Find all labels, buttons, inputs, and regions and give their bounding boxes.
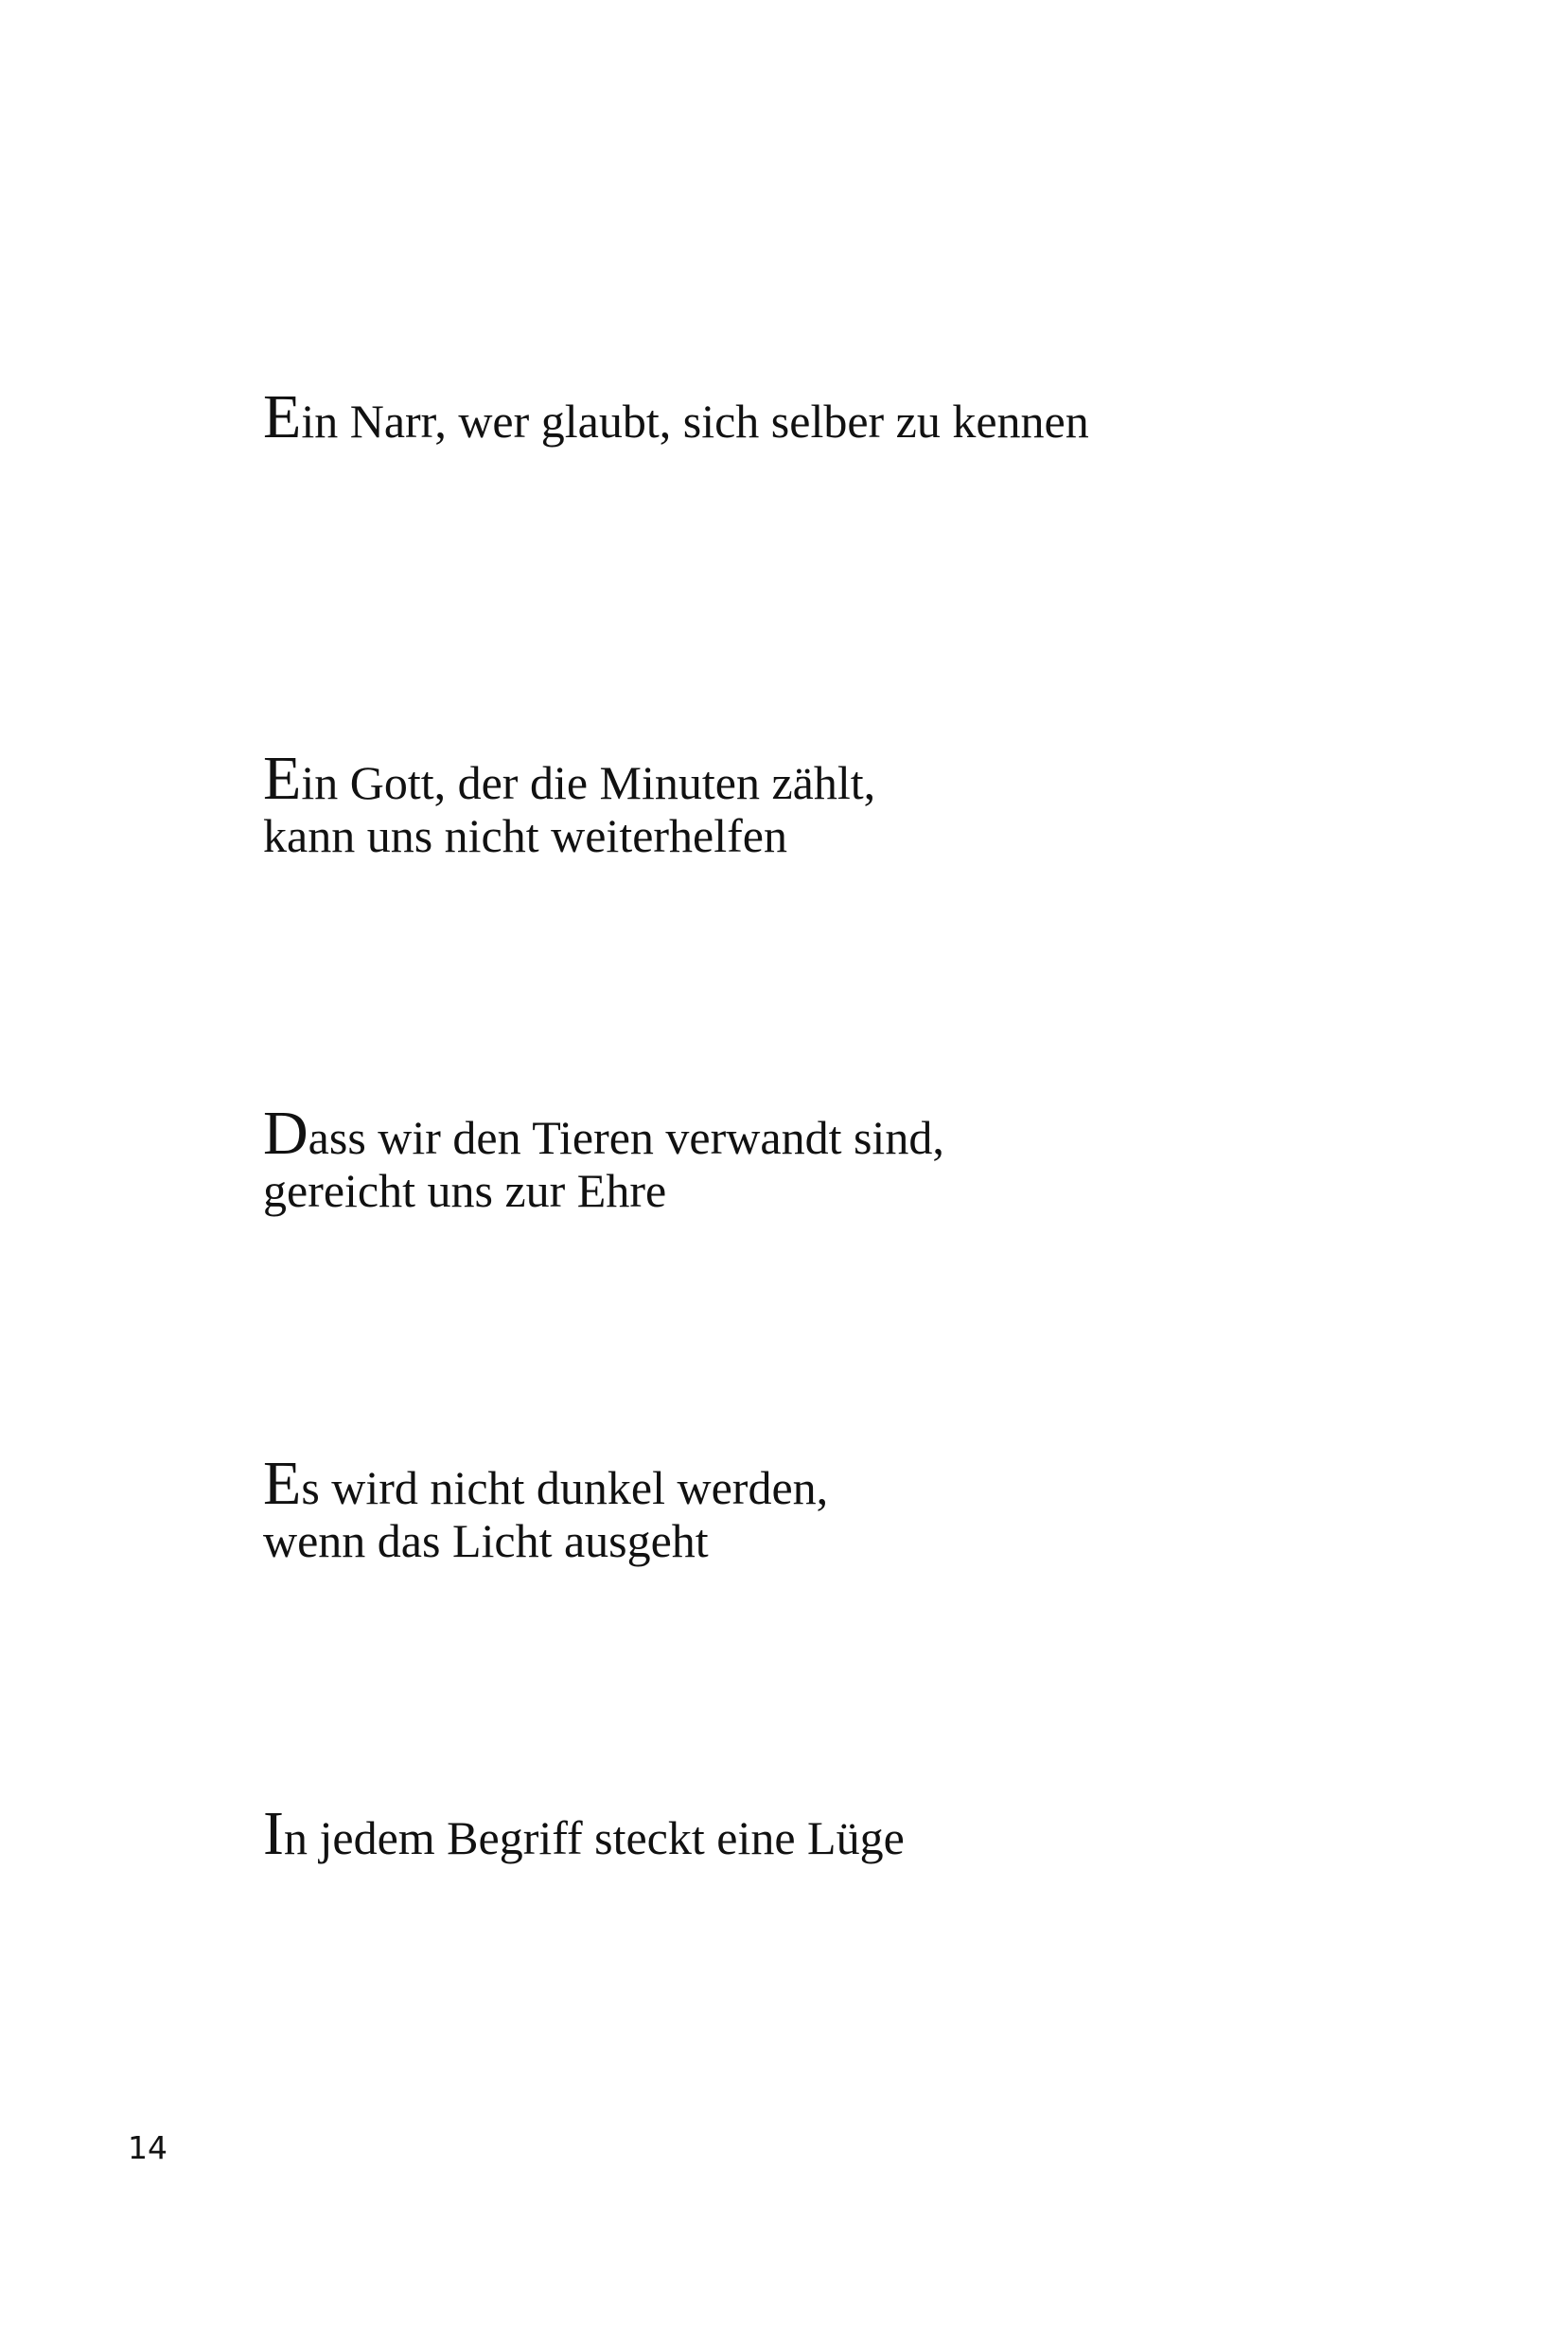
aphorism-5 bbox=[263, 1799, 1399, 1868]
page-number: 14 bbox=[128, 2129, 167, 2166]
aphorism-4-initial: E bbox=[263, 1449, 302, 1518]
aphorism-3-text: ass wir den Tieren verwandt sind, bbox=[308, 1111, 944, 1164]
aphorism-3 bbox=[263, 1099, 1399, 1217]
aphorism-2-line-2: kann uns nicht weiterhelfen bbox=[263, 809, 787, 862]
aphorism-5-line-1 bbox=[263, 1799, 1399, 1868]
aphorism-4-text: s wird nicht dunkel werden, bbox=[301, 1461, 829, 1514]
aphorism-1 bbox=[263, 382, 1399, 451]
aphorism-1-line-1 bbox=[263, 382, 1399, 451]
aphorism-2-text: in Gott, der die Minuten zählt, bbox=[301, 756, 876, 809]
aphorism-3-line-2: gereicht uns zur Ehre bbox=[263, 1164, 667, 1217]
aphorism-3-line-1 bbox=[263, 1099, 1399, 1168]
aphorism-1-initial: E bbox=[263, 382, 302, 451]
aphorism-5-text: n jedem Begriff steckt eine Lüge bbox=[283, 1811, 905, 1864]
aphorism-2 bbox=[263, 744, 1399, 862]
aphorism-4-line-2: wenn das Licht ausgeht bbox=[263, 1514, 709, 1567]
aphorism-5-initial: I bbox=[263, 1799, 284, 1868]
aphorism-2-line-1 bbox=[263, 744, 1399, 813]
aphorism-4 bbox=[263, 1449, 1399, 1567]
aphorism-1-text: in Narr, wer glaubt, sich selber zu kennen bbox=[301, 395, 1089, 448]
aphorism-4-line-1 bbox=[263, 1449, 1399, 1518]
aphorism-2-initial: E bbox=[263, 744, 302, 813]
aphorism-3-initial: D bbox=[263, 1099, 308, 1168]
